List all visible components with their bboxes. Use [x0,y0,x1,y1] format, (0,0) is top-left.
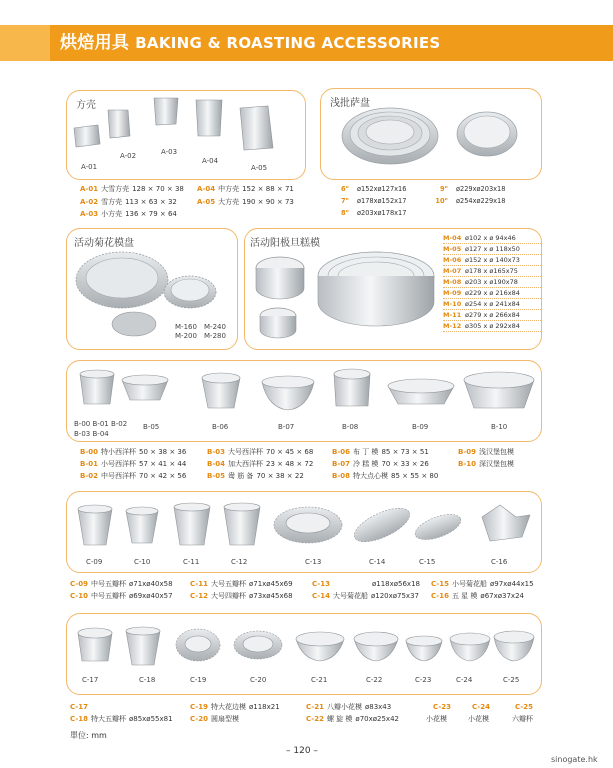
spec-c23: C-23 [433,703,451,711]
caption-c13: C-13 [305,558,322,566]
caption-c22: C-22 [366,676,383,684]
caption-c12: C-12 [231,558,248,566]
spec-c12: C-12 大号四瓣杯 ø73xø45x68 [190,592,293,600]
tart-pan-illustrations [74,246,234,346]
unit-note: 單位: mm [70,731,107,740]
caption-c15: C-15 [419,558,436,566]
caption-b06: B-06 [212,423,229,431]
caption-b09: B-09 [412,423,429,431]
spec-b02: B-02 中号西洋杯 70 × 42 × 56 [80,472,187,480]
spec-m09: M-09 ø229 x ø 216x84 [443,288,541,299]
spec-m08: M-08 ø203 x ø190x78 [443,277,541,288]
square-shell-illustrations [68,92,304,167]
caption-c11: C-11 [183,558,200,566]
caption-b10: B-10 [491,423,508,431]
cake-pan-spec-list [443,233,541,345]
spec-c13: C-13 ø118xø56x18 [312,580,420,588]
site-watermark: sinogate.hk [551,755,598,764]
spec-b07: B-07 冷 糕 模 70 × 33 × 26 [332,460,429,468]
spec-b05: B-05 鸯 筋 备 70 × 38 × 22 [207,472,304,480]
shell-a05 [240,106,273,150]
c-mold-illustrations-1 [70,497,540,561]
caption-c10: C-10 [134,558,151,566]
spec-c22: C-22 螺 旋 模 ø70xø25x42 [306,715,399,723]
spec-c10: C-10 中号五瓣杯 ø69xø40x57 [70,592,173,600]
caption-c17: C-17 [82,676,99,684]
caption-c18: C-18 [139,676,156,684]
caption-m160: M-160 [175,323,197,331]
spec-a01: A-01 大雪方壳 128 × 70 × 38 [80,185,184,193]
spec-b10: B-10 深汉堡包模 [458,460,514,468]
spec-pizza-8: 8" ø203xø178x17 [340,209,407,217]
caption-c23: C-23 [415,676,432,684]
spec-b03: B-03 大号西洋杯 70 × 45 × 68 [207,448,314,456]
caption-a01: A-01 [81,163,98,171]
spec-c16: C-16 五 星 模 ø67xø37x24 [431,592,524,600]
shell-a02 [108,110,130,138]
caption-c24: C-24 [456,676,473,684]
shell-a01 [74,125,100,147]
caption-b03: B-03 B-04 [74,430,109,438]
page-title [60,30,441,56]
caption-m280: M-280 [204,332,226,340]
spec-c15: C-15 小号菊花船 ø97xø44x15 [431,580,534,588]
caption-c16: C-16 [491,558,508,566]
spec-m12: M-12 ø305 x ø 292x84 [443,321,541,332]
caption-a05: A-05 [251,164,268,172]
caption-c09: C-09 [86,558,103,566]
caption-b00: B-00 B-01 B-02 [74,420,128,428]
c-mold-illustrations-2 [70,619,540,679]
spec-b08: B-08 特大点心模 85 × 55 × 80 [332,472,439,480]
spec-b00: B-00 特小西洋杯 50 × 38 × 36 [80,448,187,456]
title-en: BAKING & ROASTING ACCESSORIES [135,34,441,52]
caption-c19: C-19 [190,676,207,684]
spec-a03: A-03 小方壳 136 × 79 × 64 [80,210,177,218]
header-accent-block [0,25,50,61]
cake-pan-illustrations [252,246,442,346]
caption-a04: A-04 [202,157,219,165]
spec-m07: M-07 ø178 x ø165x75 [443,266,541,277]
caption-c14: C-14 [369,558,386,566]
caption-c21: C-21 [311,676,328,684]
page-number: – 120 – [286,746,318,756]
spec-pizza-10: 10" ø254xø229x18 [435,197,506,205]
spec-a05: A-05 大方壳 190 × 90 × 73 [197,198,294,206]
panel-title: 活动阳极旦糕模 [250,238,320,249]
spec-pizza-7: 7" ø178xø152x17 [340,197,407,205]
spec-c25: C-25 [515,703,533,711]
spec-c23-name: 小花模 [426,715,447,723]
spec-c19: C-19 特大花边模 ø118x21 [190,703,280,711]
caption-a02: A-02 [120,152,137,160]
caption-a03: A-03 [161,148,178,156]
spec-pizza-6: 6" ø152xø127x16 [340,185,407,193]
spec-c20: C-20 圆扇型模 [190,715,239,723]
spec-b06: B-06 布 丁 模 85 × 73 × 51 [332,448,429,456]
b-cup-illustrations [70,364,540,424]
caption-b08: B-08 [342,423,359,431]
caption-m200: M-200 [175,332,197,340]
spec-pizza-9: 9" ø229xø203x18 [439,185,506,193]
spec-b09: B-09 浅汉堡包模 [458,448,514,456]
spec-m10: M-10 ø254 x ø 241x84 [443,299,541,310]
caption-b07: B-07 [278,423,295,431]
spec-a04: A-04 中方壳 152 × 88 × 71 [197,185,294,193]
panel-title: 方壳 [76,100,96,111]
spec-c09: C-09 中号五瓣杯 ø71xø40x58 [70,580,173,588]
spec-c18: C-18 特大五瓣杯 ø85xø55x81 [70,715,173,723]
spec-c25-name: 六瓣杯 [512,715,533,723]
spec-c17: C-17 [70,703,88,711]
caption-c20: C-20 [250,676,267,684]
spec-m05: M-05 ø127 x ø 118x50 [443,244,541,255]
spec-c24: C-24 [472,703,490,711]
spec-c11: C-11 大号五瓣杯 ø71xø45x69 [190,580,293,588]
shell-a04 [196,100,222,136]
caption-m240: M-240 [204,323,226,331]
spec-m06: M-06 ø152 x ø 140x73 [443,255,541,266]
spec-a02: A-02 雪方壳 113 × 63 × 32 [80,198,177,206]
caption-c25: C-25 [503,676,520,684]
spec-c14: C-14 大号菊花船 ø120xø75x37 [312,592,419,600]
caption-b05: B-05 [143,423,160,431]
spec-m04: M-04 ø102 x ø 94x46 [443,233,541,244]
spec-b01: B-01 小号西洋杯 57 × 41 × 44 [80,460,187,468]
title-zh: 烘焙用具 [60,33,130,53]
panel-title: 浅批萨盘 [330,98,370,109]
spec-b04: B-04 加大西洋杯 23 × 48 × 72 [207,460,314,468]
shell-a03 [154,98,178,125]
spec-m11: M-11 ø279 x ø 266x84 [443,310,541,321]
spec-c21: C-21 八瓣小花模 ø83x43 [306,703,392,711]
pizza-pan-illustrations [340,104,540,174]
panel-title: 活动菊花模盘 [74,238,134,249]
spec-c24-name: 小花模 [468,715,489,723]
